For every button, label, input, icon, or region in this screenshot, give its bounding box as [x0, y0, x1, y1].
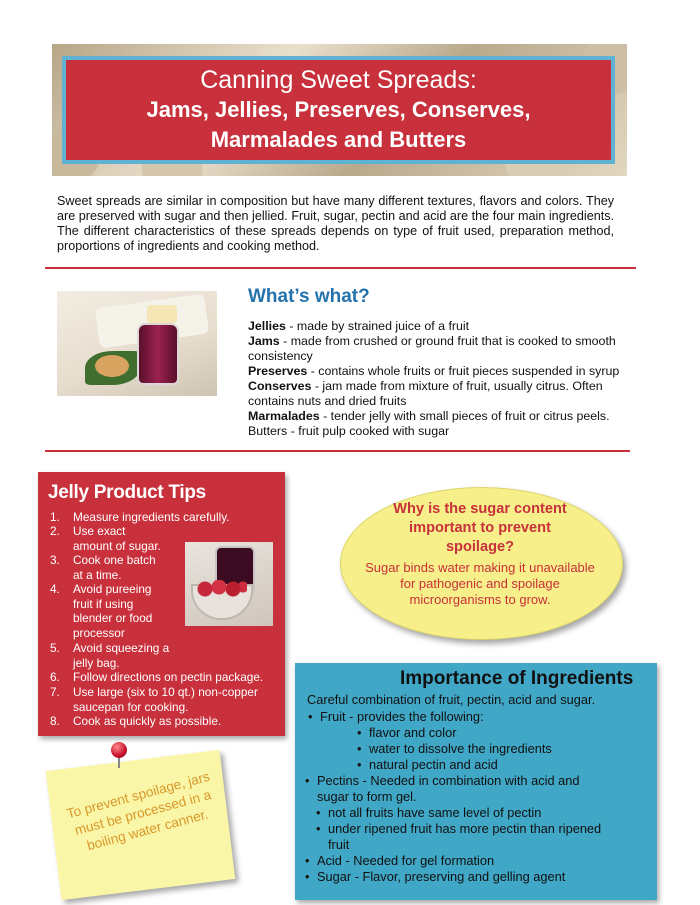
list-item: • Sugar - Flavor, preserving and gelling agent [317, 869, 565, 885]
push-pin-icon [111, 742, 127, 758]
berries-jar-photo [185, 542, 273, 626]
list-item: Preserves - contains whole fruits or fruit pieces suspended in syrup [248, 364, 620, 378]
page-title: Canning Sweet Spreads: [200, 66, 477, 94]
list-item: • Fruit - provides the following: [320, 709, 484, 725]
page-subtitle-line-1: Jams, Jellies, Preserves, Conserves, [146, 97, 531, 122]
header-banner [52, 44, 627, 176]
list-item: • under ripened fruit has more pectin than ripened [328, 821, 601, 837]
list-item: 3. Cook one batch at a time. [50, 553, 156, 582]
list-item: 2. Use exact amount of sugar. [50, 524, 161, 553]
sugar-question: Why is the sugar content important to prevent spoilage? [393, 501, 567, 555]
list-item: • not all fruits have same level of pectin [328, 805, 541, 821]
list-item: Conserves - jam made from mixture of fruit, usually citrus. Often contains nuts and dried fruits [248, 379, 603, 408]
jelly-tips-heading: Jelly Product Tips [48, 482, 206, 503]
sugar-answer: Sugar binds water making it unavailable for pathogenic and spoilage microorganisms to grow. [365, 560, 595, 607]
ingredients-heading: Importance of Ingredients [400, 668, 634, 689]
list-item: 4. Avoid pureeing fruit if using blender or food processor [50, 582, 153, 640]
list-item: Butters - fruit pulp cooked with sugar [248, 424, 450, 438]
intro-paragraph: Sweet spreads are similar in composition but have many different textures, flavors and colors. They are preserved with sugar and then jellied. Fruit, sugar, pectin and acid are the four main ingredients. The different characteristics of these spreads depends on type of fruit used, preparation method, proportions of ingredients and cooking method. [57, 194, 614, 253]
page-subtitle-line-2: Marmalades and Butters [210, 127, 467, 152]
divider-middle [45, 450, 630, 452]
list-item: • natural pectin and acid [369, 757, 498, 773]
divider-top [45, 267, 636, 269]
ingredients-intro: Careful combination of fruit, pectin, acid and sugar. [307, 692, 596, 707]
list-item-continued: fruit [328, 837, 350, 852]
list-item: • water to dissolve the ingredients [369, 741, 552, 757]
list-item: Jellies - made by strained juice of a fruit [248, 319, 470, 333]
list-item: • Pectins - Needed in combination with acid and [317, 773, 580, 789]
list-item: 8. Cook as quickly as possible. [50, 714, 222, 728]
list-item: • Acid - Needed for gel formation [317, 853, 494, 869]
sticky-note-text: To prevent spoilage, jars must be processed in a boiling water canner. [65, 768, 213, 854]
jam-jar-photo [57, 291, 217, 396]
list-item: 5. Avoid squeezing a jelly bag. [50, 641, 170, 670]
list-item-continued: sugar to form gel. [317, 789, 417, 804]
list-item: • flavor and color [369, 725, 457, 741]
list-item: 6. Follow directions on pectin package. [50, 670, 264, 684]
whats-what-heading: What’s what? [248, 286, 370, 307]
whats-what-list [248, 319, 643, 439]
title-box [62, 56, 615, 164]
list-item: Marmalades - tender jelly with small pieces of fruit or citrus peels. [248, 409, 610, 423]
list-item: 7. Use large (six to 10 qt.) non-copper saucepan for cooking. [50, 685, 258, 714]
list-item: Jams - made from crushed or ground fruit that is cooked to smooth consistency [248, 334, 616, 363]
list-item: 1. Measure ingredients carefully. [50, 510, 230, 524]
